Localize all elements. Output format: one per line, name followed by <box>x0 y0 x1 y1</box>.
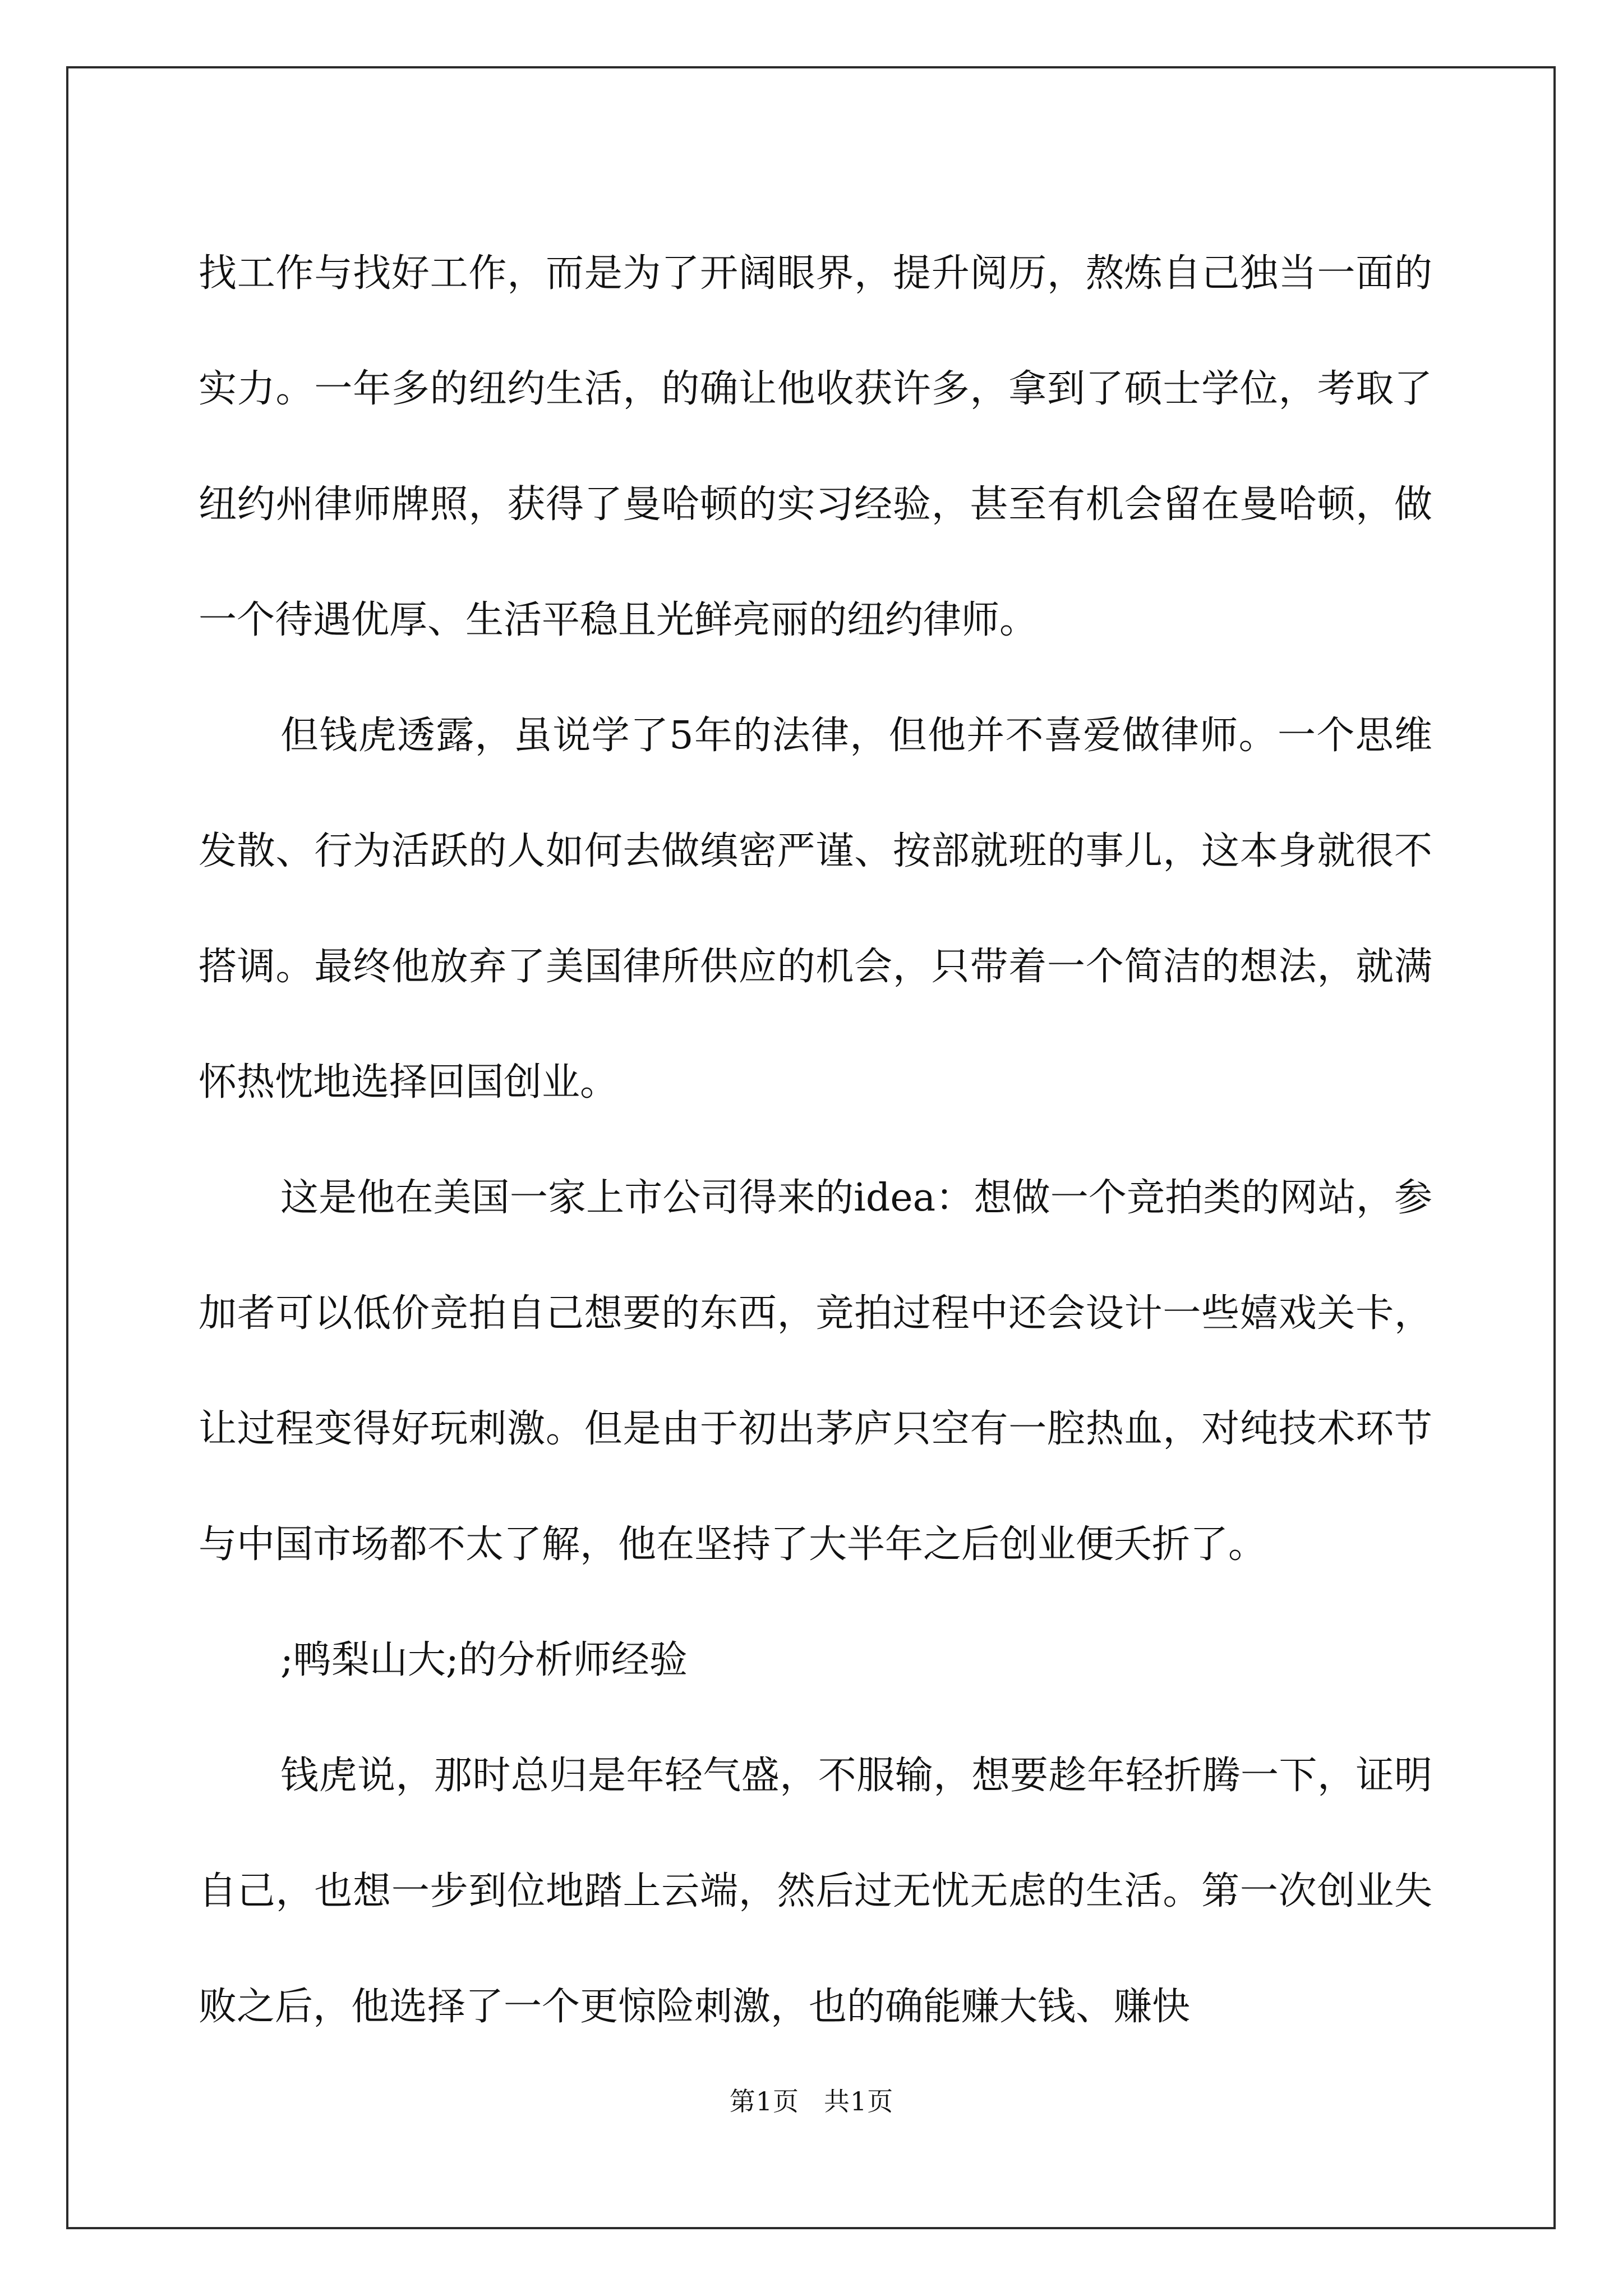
page-number: 第1页 <box>729 2086 799 2116</box>
paragraph-2: 但钱虎透露，虽说学了5年的法律，但他并不喜爱做律师。一个思维发散、行为活跃的人如何去做缜密严谨、按部就班的事儿，这本身就很不搭调。最终他放弃了美国律所供应的机会，只带着一个简洁的想法，就满怀热忱地选择回国创业。 <box>199 714 1432 1105</box>
section-heading: ;鸭梨山大;的分析师经验 <box>280 1638 688 1682</box>
page-footer <box>0 2081 1623 2118</box>
paragraph-1: 找工作与找好工作，而是为了开阔眼界，提升阅历，熬炼自己独当一面的实力。一年多的纽约生活，的确让他收获许多，拿到了硕士学位，考取了纽约州律师牌照，获得了曼哈顿的实习经验，甚至有机会留在曼哈顿，做一个待遇优厚、生活平稳且光鲜亮丽的纽约律师。 <box>199 251 1432 642</box>
page-total: 共1页 <box>824 2086 894 2116</box>
paragraph-3: 这是他在美国一家上市公司得来的idea：想做一个竞拍类的网站，参加者可以低价竞拍自己想要的东西，竞拍过程中还会设计一些嬉戏关卡，让过程变得好玩刺激。但是由于初出茅庐只空有一腔热血，对纯技术环节与中国市场都不太了解，他在坚持了大半年之后创业便夭折了。 <box>199 1176 1432 1567</box>
paragraph-4: 钱虎说，那时总归是年轻气盛，不服输，想要趁年轻折腾一下，证明自己，也想一步到位地踏上云端，然后过无忧无虑的生活。第一次创业失败之后，他选择了一个更惊险刺激，也的确能赚大钱、赚快 <box>199 1754 1432 2029</box>
document-body <box>199 216 1432 2065</box>
